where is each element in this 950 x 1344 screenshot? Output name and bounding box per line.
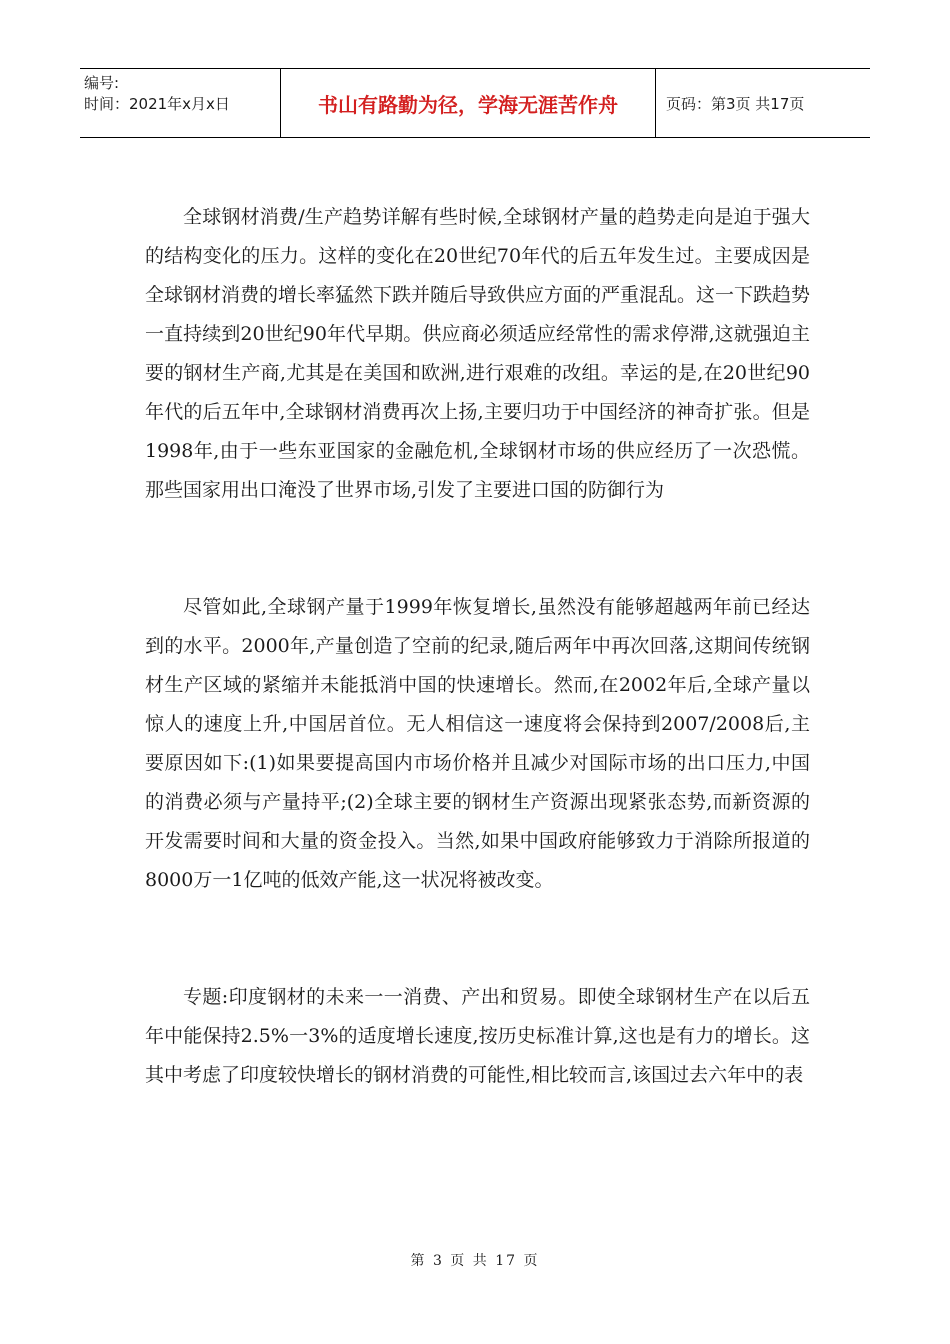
header-motto: 书山有路勤为径，学海无涯苦作舟 (281, 69, 656, 137)
document-body (145, 198, 810, 1095)
document-number-label: 编号: (84, 74, 120, 92)
header-page-info: 页码：第3页 共17页 (666, 94, 805, 113)
page-footer: 第 3 页 共 17 页 (410, 1253, 540, 1269)
document-time-label: 时间：2021年x月x日 (84, 95, 230, 113)
header-meta (80, 69, 281, 137)
document-header (80, 68, 870, 138)
body-paragraph-1: 全球钢材消费/生产趋势详解有些时候,全球钢材产量的趋势走向是迫于强大的结构变化的压力。这样的变化在20世纪70年代的后五年发生过。主要成因是全球钢材消费的增长率猛然下跌并随后导致供应方面的严重混乱。这一下跌趋势一直持续到20世纪90年代早期。供应商必须适应经常性的需求停滞,这就强迫主要的钢材生产商,尤其是在美国和欧洲,进行艰难的改组。幸运的是,在20世纪90年代的后五年中,全球钢材消费再次上扬,主要归功于中国经济的神奇扩张。但是1998年,由于一些东亚国家的金融危机,全球钢材市场的供应经历了一次恐慌。那些国家用出口淹没了世界市场,引发了主要进口国的防御行为 (145, 206, 811, 501)
body-paragraph-2: 尽管如此,全球钢产量于1999年恢复增长,虽然没有能够超越两年前已经达到的水平。2000年,产量创造了空前的纪录,随后两年中再次回落,这期间传统钢材生产区域的紧缩并未能抵消中国的快速增长。然而,在2002年后,全球产量以惊人的速度上升,中国居首位。无人相信这一速度将会保持到2007/2008后,主要原因如下:(1)如果要提高国内市场价格并且减少对国际市场的出口压力,中国的消费必须与产量持平;(2)全球主要的钢材生产资源出现紧张态势,而新资源的开发需要时间和大量的资金投入。当然,如果中国政府能够致力于消除所报道的8000万一1亿吨的低效产能,这一状况将被改变。 (145, 596, 810, 891)
body-paragraph-3: 专题:印度钢材的未来一一消费、产出和贸易。即使全球钢材生产在以后五年中能保持2.5%一3%的适度增长速度,按历史标准计算,这也是有力的增长。这其中考虑了印度较快增长的钢材消费的可能性,相比较而言,该国过去六年中的表 (145, 986, 810, 1086)
